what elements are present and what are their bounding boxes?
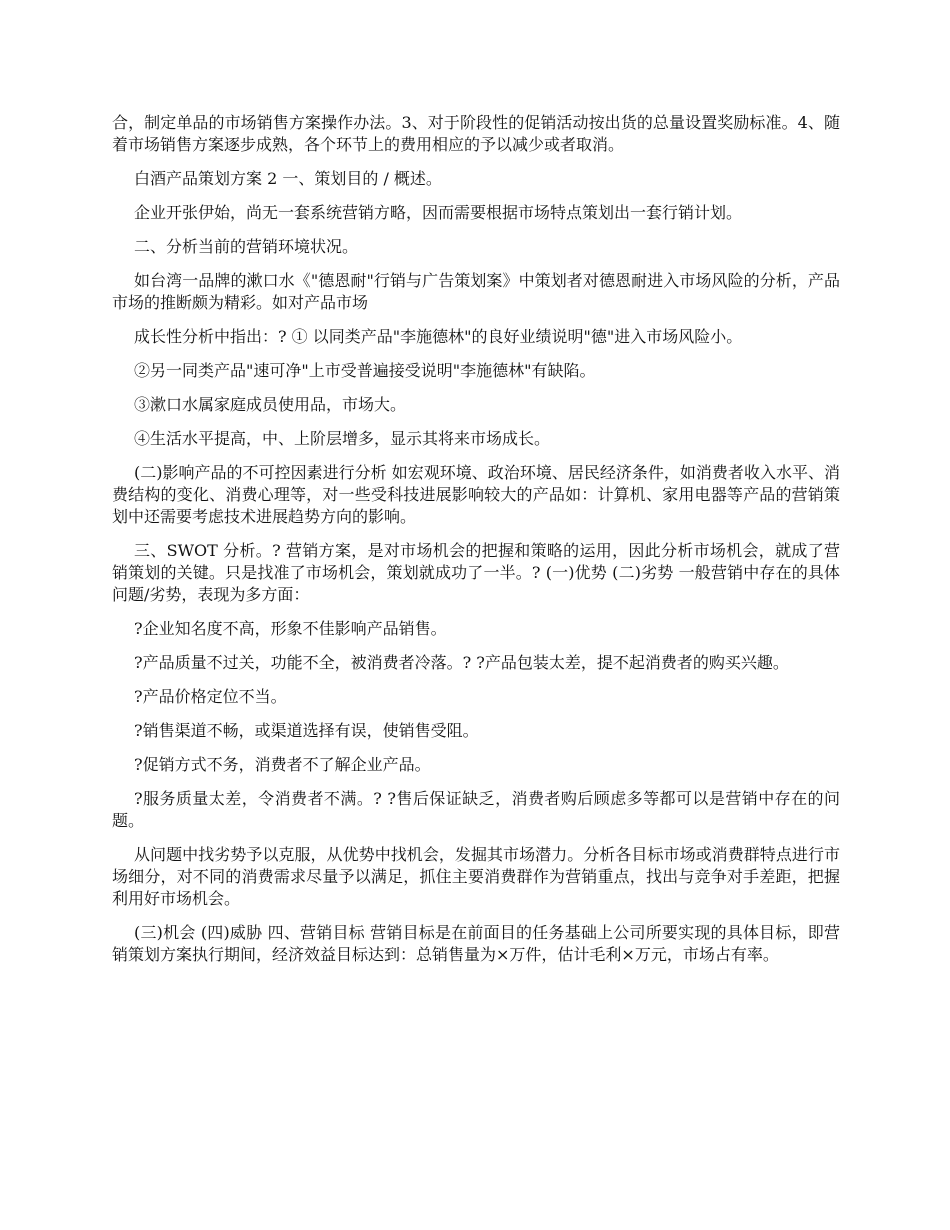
paragraph: 企业开张伊始，尚无一套系统营销方略，因而需要根据市场特点策划出一套行销计划。: [134, 203, 743, 222]
paragraph-plan-title: 白酒产品策划方案 2 一、策划目的 / 概述。: [134, 169, 442, 188]
list-item: ?企业知名度不高，形象不佳影响产品销售。: [134, 619, 447, 638]
list-item: ②另一同类产品"速可净"上市受普遍接受说明"李施德林"有缺陷。: [134, 361, 596, 380]
paragraph: 如台湾一品牌的漱口水《"德恩耐"行销与广告策划案》中策划者对德恩耐进入市场风险的分析，产品市场的推断颇为精彩。如对产品市场: [112, 271, 840, 312]
paragraph: (二)影响产品的不可控因素进行分析 如宏观环境、政治环境、居民经济条件，如消费者收入水平、消费结构的变化、消费心理等，对一些受科技进展影响较大的产品如：计算机、家用电器等产品的营销策划中还需要考虑技术进展趋势方向的影响。: [112, 463, 840, 526]
paragraph: 三、SWOT 分析。? 营销方案，是对市场机会的把握和策略的运用，因此分析市场机会，就成了营销策划的关键。只是找准了市场机会，策划就成功了一半。? (一)优势 (二)劣势 一般营销中存在的具体问题/劣势，表现为多方面：: [112, 541, 840, 604]
list-item: ④生活水平提高，中、上阶层增多，显示其将来市场成长。: [134, 429, 551, 448]
list-item: ③漱口水属家庭成员使用品，市场大。: [134, 395, 407, 414]
list-item: ?产品价格定位不当。: [134, 687, 287, 706]
list-item: ?产品质量不过关，功能不全，被消费者冷落。? ?产品包装太差，提不起消费者的购买兴趣。: [134, 653, 789, 672]
list-item: ?促销方式不务，消费者不了解企业产品。: [134, 755, 431, 774]
list-item: ?销售渠道不畅，或渠道选择有误，使销售受阻。: [134, 721, 479, 740]
paragraph-continuation: 合，制定单品的市场销售方案操作办法。3、对于阶段性的促销活动按出货的总量设置奖励标准。4、随着市场销售方案逐步成熟，各个环节上的费用相应的予以减少或者取消。: [112, 113, 840, 154]
document-page: [112, 112, 840, 978]
list-item: ?服务质量太差，令消费者不满。? ?售后保证缺乏，消费者购后顾虑多等都可以是营销中存在的问题。: [112, 789, 840, 830]
section-heading: 二、分析当前的营销环境状况。: [134, 237, 359, 256]
paragraph: 从问题中找劣势予以克服，从优势中找机会，发掘其市场潜力。分析各目标市场或消费群特点进行市场细分，对不同的消费需求尽量予以满足，抓住主要消费群作为营销重点，找出与竞争对手差距，把握利用好市场机会。: [112, 845, 840, 908]
paragraph: (三)机会 (四)威胁 四、营销目标 营销目标是在前面目的任务基础上公司所要实现的具体目标，即营销策划方案执行期间，经济效益目标达到：总销售量为×万件，估计毛利×万元，市场占有率。: [112, 923, 840, 964]
paragraph: 成长性分析中指出：? ① 以同类产品"李施德林"的良好业绩说明"德"进入市场风险小。: [134, 327, 743, 346]
